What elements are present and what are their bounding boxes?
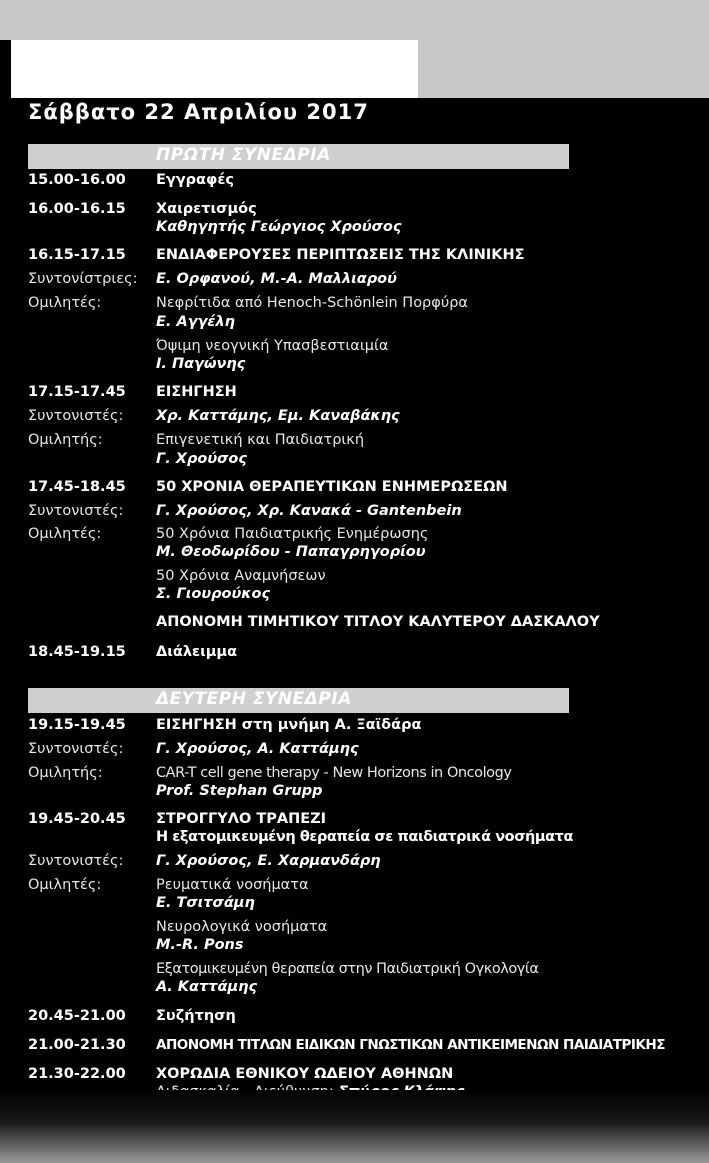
speaker-label: Ομιλητής: [28, 432, 103, 448]
moderators-label: Συντονίστριες: [28, 271, 138, 287]
schedule-row [0, 717, 709, 736]
talk-title: Επιγενετική και Παιδιατρική [156, 432, 365, 448]
event-title: Χαιρετισμός [156, 201, 257, 217]
speaker-name: Γ. Χρούσος [156, 451, 247, 467]
time-slot: 21.30-22.00 [28, 1066, 126, 1082]
schedule-row [0, 741, 709, 760]
time-slot: 19.45-20.45 [28, 811, 126, 827]
schedule-row [0, 853, 709, 872]
speaker-name: Μ. Θεοδωρίδου - Παπαγρηγορίου [156, 544, 426, 560]
speakers-label: Ομιλητές: [28, 295, 102, 311]
event-title: ΧΟΡΩΔΙΑ ΕΘΝΙΚΟΥ ΩΔΕΙΟΥ ΑΘΗΝΩΝ [156, 1066, 454, 1082]
moderators-names: Χρ. Καττάμης, Εμ. Καναβάκης [156, 408, 400, 424]
schedule-row [0, 1008, 709, 1027]
time-slot: 17.45-18.45 [28, 479, 126, 495]
moderators-names: Γ. Χρούσος, Α. Καττάμης [156, 741, 359, 757]
event-title: ΕΙΣΗΓΗΣΗ στη μνήμη Α. Ξαϊδάρα [156, 717, 422, 733]
event-title: 50 ΧΡΟΝΙΑ ΘΕΡΑΠΕΥΤΙΚΩΝ ΕΝΗΜΕΡΩΣΕΩΝ [156, 479, 508, 495]
session-header-second [28, 688, 569, 713]
schedule-subrow [0, 586, 709, 605]
award-title: ΑΠΟΝΟΜΗ ΤΙΜΗΤΙΚΟΥ ΤΙΤΛΟΥ ΚΑΛΥΤΕΡΟΥ ΔΑΣΚΑΛΟΥ [156, 614, 600, 630]
moderators-label: Συντονιστές: [28, 408, 124, 424]
event-title: ΕΙΣΗΓΗΣΗ [156, 384, 237, 400]
time-slot: 20.45-21.00 [28, 1008, 126, 1024]
session-title: ΔΕΥΤΕΡΗ ΣΥΝΕΔΡΙΑ [156, 689, 352, 709]
schedule-row [0, 384, 709, 403]
speaker-name: Ι. Παγώνης [156, 356, 246, 372]
time-slot: 15.00-16.00 [28, 172, 126, 188]
schedule-subrow [0, 219, 709, 238]
schedule-row [0, 765, 709, 784]
schedule-subrow [0, 356, 709, 375]
event-title: ΣΤΡΟΓΓΥΛΟ ΤΡΑΠΕΖΙ [156, 811, 327, 827]
speaker-name: Ε. Τσιτσάμη [156, 895, 255, 911]
schedule-subrow [0, 783, 709, 802]
schedule-subrow [0, 614, 709, 633]
talk-title: Νεφρίτιδα από Henoch-Schönlein Πορφύρα [156, 295, 468, 311]
time-slot: 17.15-17.45 [28, 384, 126, 400]
schedule-subrow [0, 451, 709, 470]
speaker-name: Α. Καττάμης [156, 979, 258, 995]
session-header-first [28, 144, 569, 169]
page-title: Σάββατο 22 Απριλίου 2017 [28, 100, 369, 124]
event-subtitle: Η εξατομικευμένη θεραπεία σε παιδιατρικά νοσήματα [156, 829, 573, 845]
moderators-label: Συντονιστές: [28, 741, 124, 757]
talk-title: Ρευματικά νοσήματα [156, 877, 309, 893]
schedule-row [0, 271, 709, 290]
schedule-row [0, 295, 709, 314]
schedule-row [0, 877, 709, 896]
speaker-name: Prof. Stephan Grupp [156, 783, 323, 799]
time-slot: 16.00-16.15 [28, 201, 126, 217]
speaker-name: Ε. Αγγέλη [156, 314, 236, 330]
header-white-box [11, 40, 418, 98]
talk-title: Εξατομικευμένη θεραπεία στην Παιδιατρική Ογκολογία [156, 961, 539, 977]
event-title: ΕΝΔΙΑΦΕΡΟΥΣΕΣ ΠΕΡΙΠΤΩΣΕΙΣ ΤΗΣ ΚΛΙΝΙΚΗΣ [156, 247, 525, 263]
time-slot: 21.00-21.30 [28, 1037, 126, 1053]
time-slot: 18.45-19.15 [28, 644, 126, 660]
moderators-names: Γ. Χρούσος, Χρ. Κανακά - Gantenbein [156, 503, 462, 519]
speaker-label: Ομιλητής: [28, 765, 103, 781]
schedule-row [0, 1066, 709, 1085]
talk-title: Όψιμη νεογνική Υπασβεστιαιμία [156, 338, 389, 354]
schedule-row [0, 479, 709, 498]
speaker-name: M.-R. Pons [156, 937, 244, 953]
schedule-row [0, 408, 709, 427]
schedule-row [0, 811, 709, 830]
schedule-row [0, 644, 709, 663]
top-gray-band [0, 0, 709, 40]
moderators-names: Γ. Χρούσος, Ε. Χαρμανδάρη [156, 853, 381, 869]
schedule-subrow [0, 314, 709, 333]
schedule-subrow [0, 919, 709, 938]
top-right-gray-panel [418, 40, 709, 98]
schedule-subrow [0, 338, 709, 357]
talk-title: 50 Χρόνια Αναμνήσεων [156, 568, 326, 584]
event-title: ΑΠΟΝΟΜΗ ΤΙΤΛΩΝ ΕΙΔΙΚΩΝ ΓΝΩΣΤΙΚΩΝ ΑΝΤΙΚΕΙΜΕΝΩΝ ΠΑΙΔΙΑΤΡΙΚΗΣ [156, 1037, 665, 1053]
event-title: Διάλειμμα [156, 644, 238, 660]
moderators-names: Ε. Ορφανού, Μ.-Α. Μαλλιαρού [156, 271, 397, 287]
moderators-label: Συντονιστές: [28, 503, 124, 519]
schedule-subrow [0, 961, 709, 980]
schedule-row [0, 503, 709, 522]
session-title: ΠΡΩΤΗ ΣΥΝΕΔΡΙΑ [156, 145, 331, 165]
talk-title: Νευρολογικά νοσήματα [156, 919, 328, 935]
moderators-label: Συντονιστές: [28, 853, 124, 869]
schedule-subrow [0, 544, 709, 563]
schedule-subrow [0, 979, 709, 998]
speaker-name: Καθηγητής Γεώργιος Χρούσος [156, 219, 402, 235]
talk-title: 50 Χρόνια Παιδιατρικής Ενημέρωσης [156, 526, 429, 542]
talk-title: CAR-T cell gene therapy - New Horizons in Oncology [156, 765, 512, 781]
schedule-row [0, 432, 709, 451]
speaker-name: Σ. Γιουρούκος [156, 586, 271, 602]
schedule-subrow [0, 568, 709, 587]
speakers-label: Ομιλητές: [28, 526, 102, 542]
schedule-row [0, 172, 709, 191]
schedule-row [0, 201, 709, 220]
event-title: Εγγραφές [156, 172, 235, 188]
schedule-row [0, 526, 709, 545]
schedule-subrow [0, 829, 709, 848]
schedule-subrow [0, 937, 709, 956]
event-title: Συζήτηση [156, 1008, 236, 1024]
time-slot: 16.15-17.15 [28, 247, 126, 263]
time-slot: 19.15-19.45 [28, 717, 126, 733]
schedule-subrow [0, 895, 709, 914]
speakers-label: Ομιλητές: [28, 877, 102, 893]
schedule-row [0, 247, 709, 266]
bottom-gradient [0, 1090, 709, 1163]
schedule-row [0, 1037, 709, 1056]
